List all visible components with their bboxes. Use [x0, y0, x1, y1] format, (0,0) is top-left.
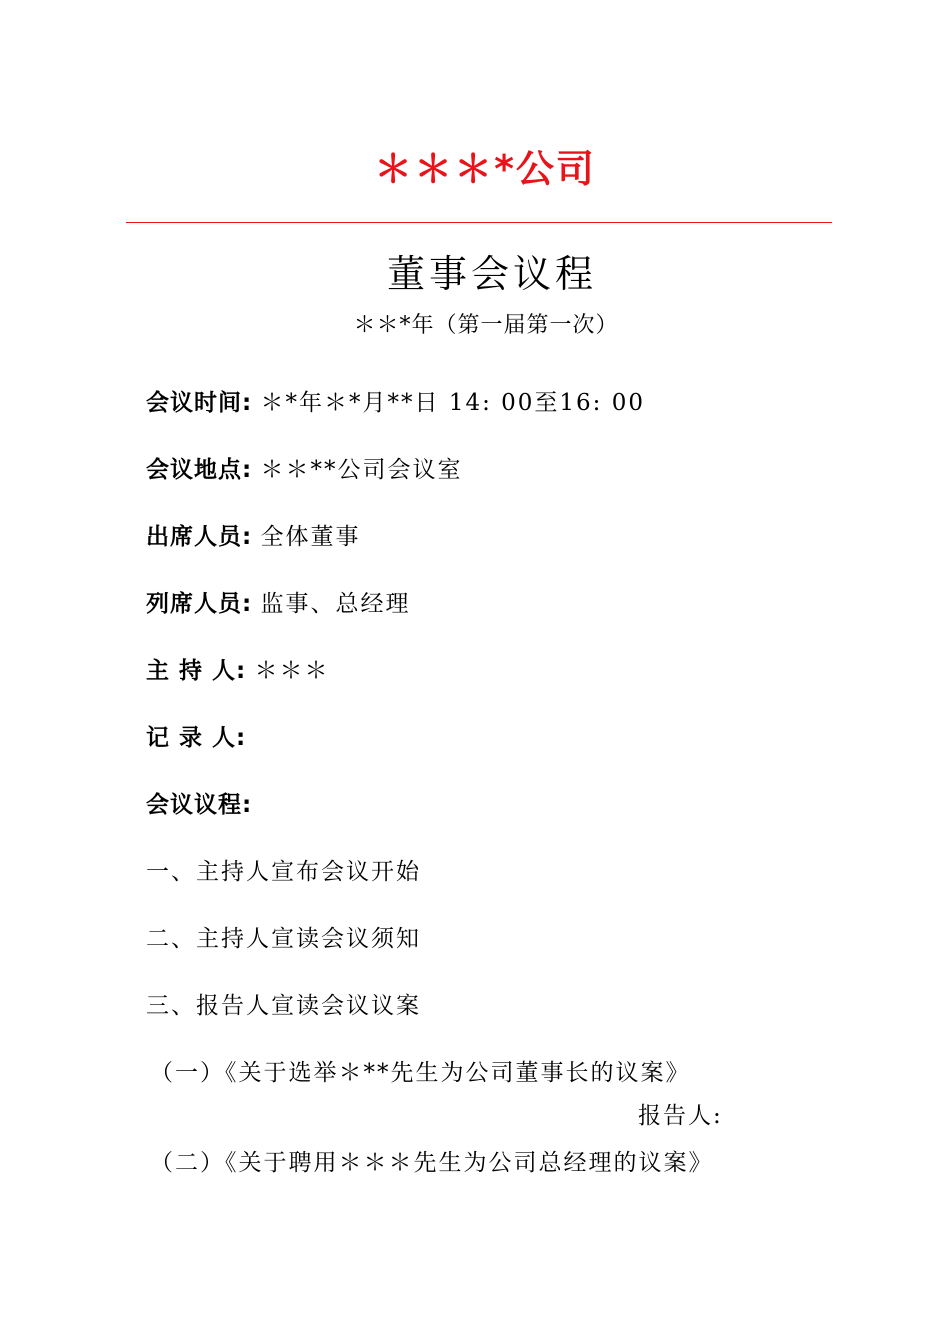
recorder-label: 记 录 人:	[146, 725, 247, 751]
recorder-row	[146, 719, 246, 752]
agenda-item: 一、主持人宣布会议开始	[146, 859, 421, 885]
agenda-heading-label: 会议议程:	[146, 792, 253, 818]
host-label: 主 持 人:	[146, 658, 247, 684]
company-name: ＊＊＊*公司	[374, 147, 596, 191]
observers-value: 监事、总经理	[260, 591, 411, 617]
host-row	[146, 652, 330, 685]
meeting-time-value: ＊*年＊*月**日 14: 00至16: 00	[260, 390, 646, 416]
attendees-row	[146, 518, 361, 551]
meeting-time-row	[146, 384, 645, 417]
header-divider	[126, 222, 832, 223]
agenda-item: 三、报告人宣读会议议案	[146, 993, 421, 1019]
reporter-label: 报告人:	[638, 1103, 723, 1129]
attendees-value: 全体董事	[260, 524, 361, 550]
agenda-heading-row	[146, 786, 252, 819]
proposal-item: （二）《关于聘用＊＊＊先生为公司总经理的议案》	[150, 1150, 714, 1176]
observers-label: 列席人员:	[146, 591, 253, 617]
document-title: 董事会议程	[386, 252, 597, 296]
meeting-place-row	[146, 451, 463, 484]
document-subtitle: ＊＊*年（第一届第一次）	[353, 313, 619, 338]
attendees-label: 出席人员:	[146, 524, 253, 550]
meeting-place-value: ＊＊**公司会议室	[260, 457, 463, 483]
proposal-item: （一）《关于选举＊**先生为公司董事长的议案》	[150, 1060, 691, 1086]
agenda-item: 二、主持人宣读会议须知	[146, 926, 421, 952]
host-value: ＊＊＊	[254, 658, 330, 684]
meeting-time-label: 会议时间:	[146, 390, 253, 416]
meeting-place-label: 会议地点:	[146, 457, 253, 483]
observers-row	[146, 585, 411, 618]
